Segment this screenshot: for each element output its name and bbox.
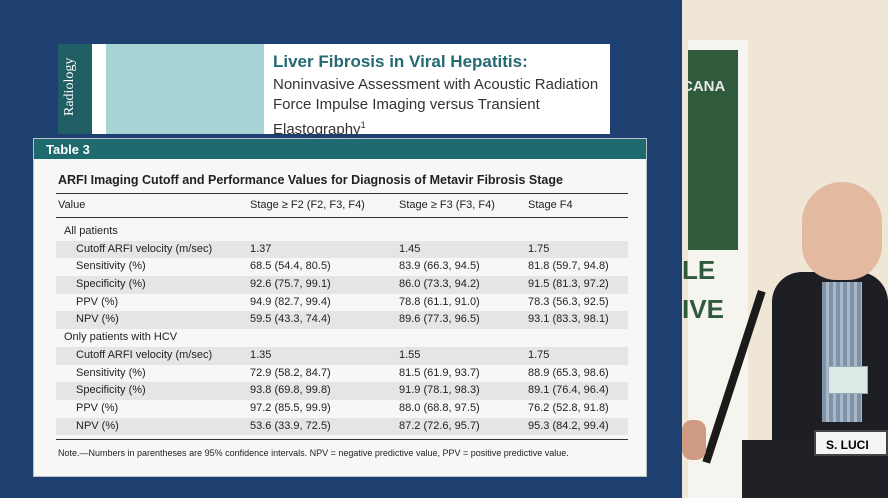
cell: 95.3 (84.2, 99.4) (528, 419, 609, 432)
top-rule (56, 193, 628, 194)
table-row (56, 223, 628, 241)
table-row (56, 400, 628, 418)
row-label: PPV (%) (76, 295, 119, 308)
cell: 92.6 (75.7, 99.1) (250, 278, 331, 291)
table-caption: ARFI Imaging Cutoff and Performance Values for Diagnosis of Metavir Fibrosis Stage (58, 173, 563, 187)
table-row (56, 347, 628, 365)
speaker-shirt (822, 282, 862, 422)
group-label: All patients (64, 225, 118, 237)
table-row (56, 418, 628, 436)
cell: 89.6 (77.3, 96.5) (399, 313, 480, 326)
table-note: Note.—Numbers in parentheses are 95% confidence intervals. NPV = negative predictive value, PPV = positive predictive value. (58, 448, 569, 458)
cell: 91.5 (81.3, 97.2) (528, 278, 609, 291)
cell: 76.2 (52.8, 91.8) (528, 401, 609, 414)
cell: 88.9 (65.3, 98.6) (528, 366, 609, 379)
group-label: Only patients with HCV (64, 331, 178, 344)
table-row (56, 311, 628, 329)
table-row (56, 329, 628, 347)
col-header-value: Value (58, 199, 86, 211)
cell: 89.1 (76.4, 96.4) (528, 384, 609, 397)
decorative-block (106, 44, 264, 134)
bottom-rule (56, 439, 628, 440)
row-label: Specificity (%) (76, 384, 146, 397)
table-row (56, 258, 628, 276)
cell: 81.5 (61.9, 93.7) (399, 366, 480, 379)
row-label: NPV (%) (76, 419, 119, 432)
cell: 93.1 (83.3, 98.1) (528, 313, 609, 326)
article-header (58, 44, 610, 138)
nameplate: S. LUCI (814, 430, 888, 456)
row-label: Cutoff ARFI velocity (m/sec) (76, 348, 213, 361)
cell: 91.9 (78.1, 98.3) (399, 384, 480, 397)
cell: 88.0 (68.8, 97.5) (399, 401, 480, 414)
header-rule (56, 217, 628, 218)
cell: 1.45 (399, 242, 421, 255)
banner-text-mid: LE (682, 255, 716, 285)
cell: 86.0 (73.3, 94.2) (399, 278, 480, 291)
col-header-f3: Stage ≥ F3 (F3, F4) (399, 199, 495, 211)
cell: 94.9 (82.7, 99.4) (250, 295, 331, 308)
article-title: Liver Fibrosis in Viral Hepatitis: (273, 52, 528, 71)
results-table (33, 138, 647, 477)
cell: 81.8 (59.7, 94.8) (528, 260, 609, 273)
cell: 1.75 (528, 242, 550, 255)
speaker-hand (682, 420, 706, 460)
footnote-mark: 1 (360, 120, 366, 130)
article-subtitle-text: Noninvasive Assessment with Acoustic Radiation Force Impulse Imaging versus Transient Elastography (273, 76, 599, 138)
col-header-f4: Stage F4 (528, 199, 573, 211)
row-label: Sensitivity (%) (76, 260, 146, 273)
row-label: Sensitivity (%) (76, 366, 146, 379)
journal-name: Radiology (62, 57, 77, 116)
banner-text-low: IVE (682, 294, 724, 324)
row-label: NPV (%) (76, 313, 119, 326)
row-label: Cutoff ARFI velocity (m/sec) (76, 242, 213, 255)
name-badge (828, 366, 868, 394)
cell: 1.35 (250, 348, 272, 361)
speaker-video (682, 0, 888, 498)
cell: 53.6 (33.9, 72.5) (250, 419, 331, 432)
cell: 93.8 (69.8, 99.8) (250, 384, 331, 397)
banner-text-top: CANA (682, 78, 726, 95)
cell: 72.9 (58.2, 84.7) (250, 366, 331, 379)
article-subtitle (273, 75, 603, 140)
cell: 83.9 (66.3, 94.5) (399, 260, 480, 273)
cell: 1.75 (528, 348, 550, 361)
col-header-f2: Stage ≥ F2 (F2, F3, F4) (250, 199, 365, 211)
journal-strip (58, 44, 92, 134)
table-row (56, 294, 628, 312)
cell: 97.2 (85.5, 99.9) (250, 401, 331, 414)
cell: 87.2 (72.6, 95.7) (399, 419, 480, 432)
table-row (56, 241, 628, 259)
table-body (56, 223, 628, 435)
cell: 78.3 (56.3, 92.5) (528, 295, 609, 308)
cell: 1.37 (250, 242, 272, 255)
table-label: Table 3 (34, 139, 646, 159)
cell: 68.5 (54.4, 80.5) (250, 260, 331, 273)
cell: 78.8 (61.1, 91.0) (399, 295, 480, 308)
speaker-head (802, 182, 882, 280)
cell: 1.55 (399, 348, 421, 361)
table-row (56, 382, 628, 400)
cell: 59.5 (43.3, 74.4) (250, 313, 331, 326)
row-label: PPV (%) (76, 401, 119, 414)
table-row (56, 276, 628, 294)
table-row (56, 365, 628, 383)
row-label: Specificity (%) (76, 278, 146, 291)
